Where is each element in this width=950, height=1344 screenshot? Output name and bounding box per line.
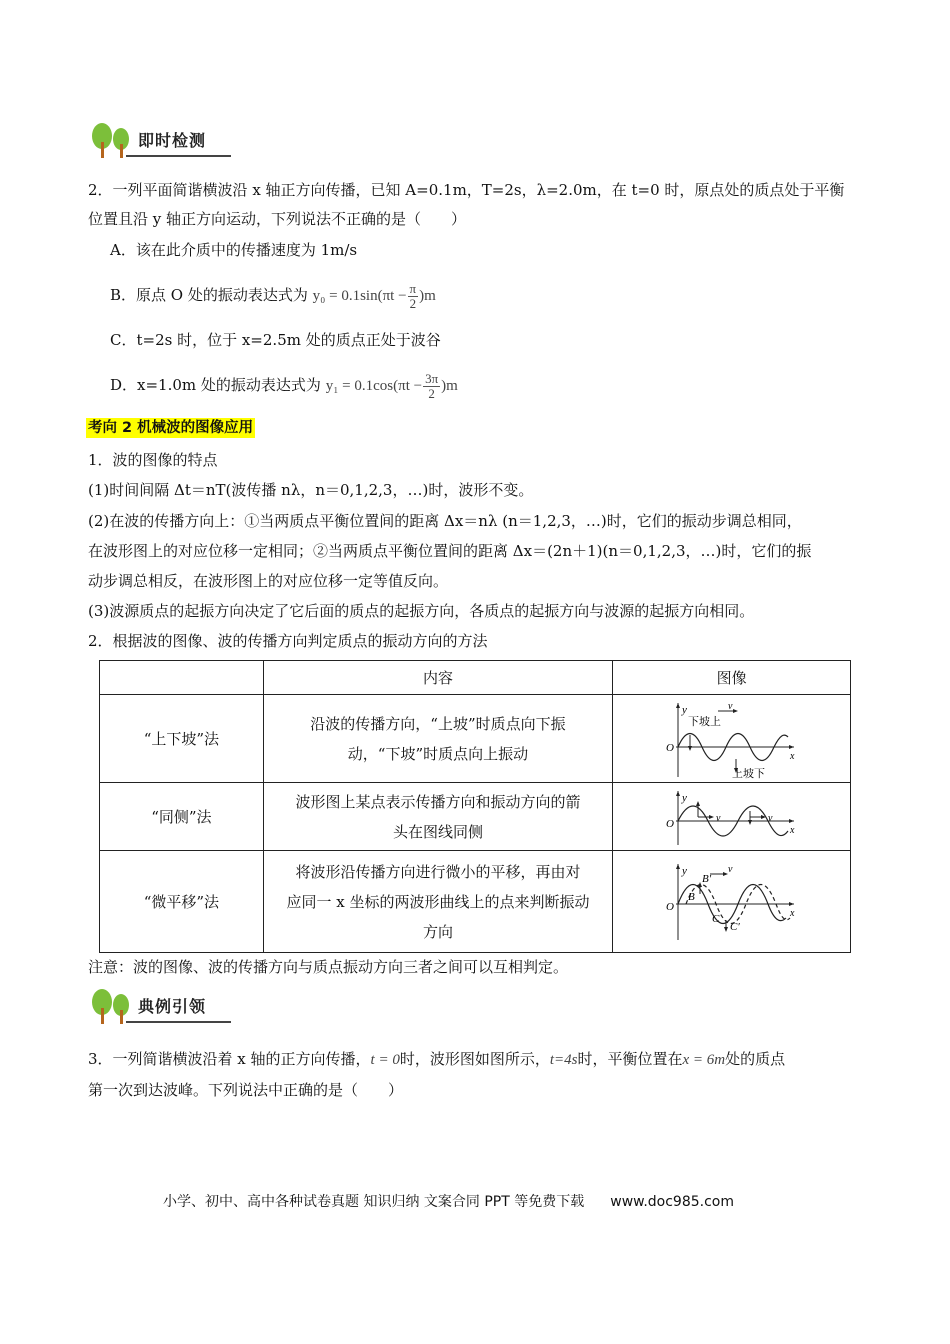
q2-option-c: C．t=2s 时，位于 x=2.5m 处的质点正处于波谷 [110, 331, 441, 349]
method-figure-cell [613, 695, 851, 783]
method-content: 将波形沿传播方向进行微小的平移，再由对 应同一 x 坐标的两波形曲线上的点来判断振动 方向 [263, 851, 612, 953]
q2-option-a: A．该在此介质中的传播速度为 1m/s [110, 241, 358, 259]
origin-label: O [665, 741, 674, 754]
table-row [100, 851, 851, 953]
method-name: “上下坡”法 [100, 695, 264, 783]
q3-line1: 3．一列简谐横波沿着 x 轴的正方向传播，t = 0时，波形图如图所示，t=4s时，平衡位置在x = 6m处的质点 [88, 1050, 786, 1068]
point-c-label: C [711, 912, 719, 925]
x-axis-label: x [789, 907, 795, 919]
method-content: 沿波的传播方向，“上坡”时质点向下振 动，“下坡”时质点向上振动 [263, 695, 612, 783]
section-badge-instant-test [88, 122, 233, 158]
badge-underline [126, 1021, 231, 1023]
point-b-prime-label: B′ [701, 872, 711, 885]
topic-p4: 在波形图上的对应位移一定相同；②当两质点平衡位置间的距离 Δx＝(2n＋1)(n＝0,1,2,3，…)时，它们的振 [88, 542, 812, 560]
page-footer [163, 1191, 734, 1211]
topic-p5: 动步调总相反，在波形图上的对应位移一定等值反向。 [88, 572, 449, 590]
method-figure-cell [613, 851, 851, 953]
footer-url[interactable]: www.doc985.com [610, 1194, 734, 1210]
option-b-formula: y₀ = 0.1sin(πt − $\frac{\pi}{2}$ )m [312, 281, 436, 311]
table-header-cell: 内容 [263, 661, 612, 695]
x-axis-label: x [789, 824, 795, 836]
velocity-label: v [767, 812, 773, 824]
velocity-label: v [727, 700, 733, 712]
q2-line2: 位置且沿 y 轴正方向运动，下列说法不正确的是（ ） [88, 210, 467, 228]
section-badge-example [88, 988, 233, 1024]
uphill-downhill-diagram [662, 699, 802, 779]
velocity-label: v [727, 863, 733, 875]
origin-label: O [665, 817, 674, 830]
small-shift-diagram [662, 860, 802, 944]
method-content: 波形图上某点表示传播方向和振动方向的箭 头在图线同侧 [263, 783, 612, 851]
option-b-text: B．原点 O 处的振动表达式为 [110, 285, 308, 304]
option-d-text: D．x=1.0m 处的振动表达式为 [110, 375, 321, 394]
uphill-down-label: 上坡下 [731, 766, 765, 779]
topic-p2: (1)时间间隔 Δt＝nT(波传播 nλ，n＝0,1,2,3，…)时，波形不变。 [88, 481, 534, 499]
note: 注意：波的图像、波的传播方向与质点振动方向三者之间可以互相判定。 [88, 958, 569, 976]
same-side-diagram [662, 787, 802, 847]
methods-table [99, 660, 851, 953]
downhill-up-label: 下坡上 [687, 714, 721, 728]
velocity-label: v [715, 812, 721, 824]
footer-text: 小学、初中、高中各种试卷真题 知识归纳 文案合同 PPT 等免费下载 [163, 1194, 585, 1210]
table-header-row [100, 661, 851, 695]
badge-label: 即时检测 [138, 131, 207, 150]
table-header-cell [100, 661, 264, 695]
y-axis-label: y [681, 703, 687, 716]
point-c-prime-label: C′ [729, 920, 740, 933]
y-axis-label: y [681, 791, 687, 804]
q2-option-d [110, 372, 458, 401]
badge-underline [126, 155, 231, 157]
topic-p7: 2．根据波的图像、波的传播方向判定质点的振动方向的方法 [88, 632, 488, 650]
origin-label: O [665, 900, 674, 913]
q2-option-b [110, 282, 436, 311]
method-name: “微平移”法 [100, 851, 264, 953]
topic-heading: 考向 2 机械波的图像应用 [88, 420, 254, 436]
table-row [100, 695, 851, 783]
y-axis-label: y [681, 864, 687, 877]
method-name: “同侧”法 [100, 783, 264, 851]
table-header-cell: 图像 [613, 661, 851, 695]
badge-label: 典例引领 [138, 997, 207, 1016]
x-axis-label: x [789, 750, 795, 762]
topic-p1: 1．波的图像的特点 [88, 451, 218, 469]
table-row [100, 783, 851, 851]
option-d-formula: y₁ = 0.1cos(πt − $\frac{3\pi}{2}$ )m [325, 371, 458, 401]
point-b-label: B [687, 890, 695, 903]
topic-p3: (2)在波的传播方向上：①当两质点平衡位置间的距离 Δx＝nλ (n＝1,2,3，…)时，它们的振动步调总相同， [88, 512, 802, 530]
q3-line2: 第一次到达波峰。下列说法中正确的是（ ） [88, 1081, 404, 1099]
q2-line1: 2．一列平面简谐横波沿 x 轴正方向传播，已知 A=0.1m，T=2s，λ=2.0m，在 t=0 时，原点处的质点处于平衡 [88, 181, 845, 199]
topic-p6: (3)波源质点的起振方向决定了它后面的质点的起振方向，各质点的起振方向与波源的起振方向相同。 [88, 602, 755, 620]
method-figure-cell [613, 783, 851, 851]
